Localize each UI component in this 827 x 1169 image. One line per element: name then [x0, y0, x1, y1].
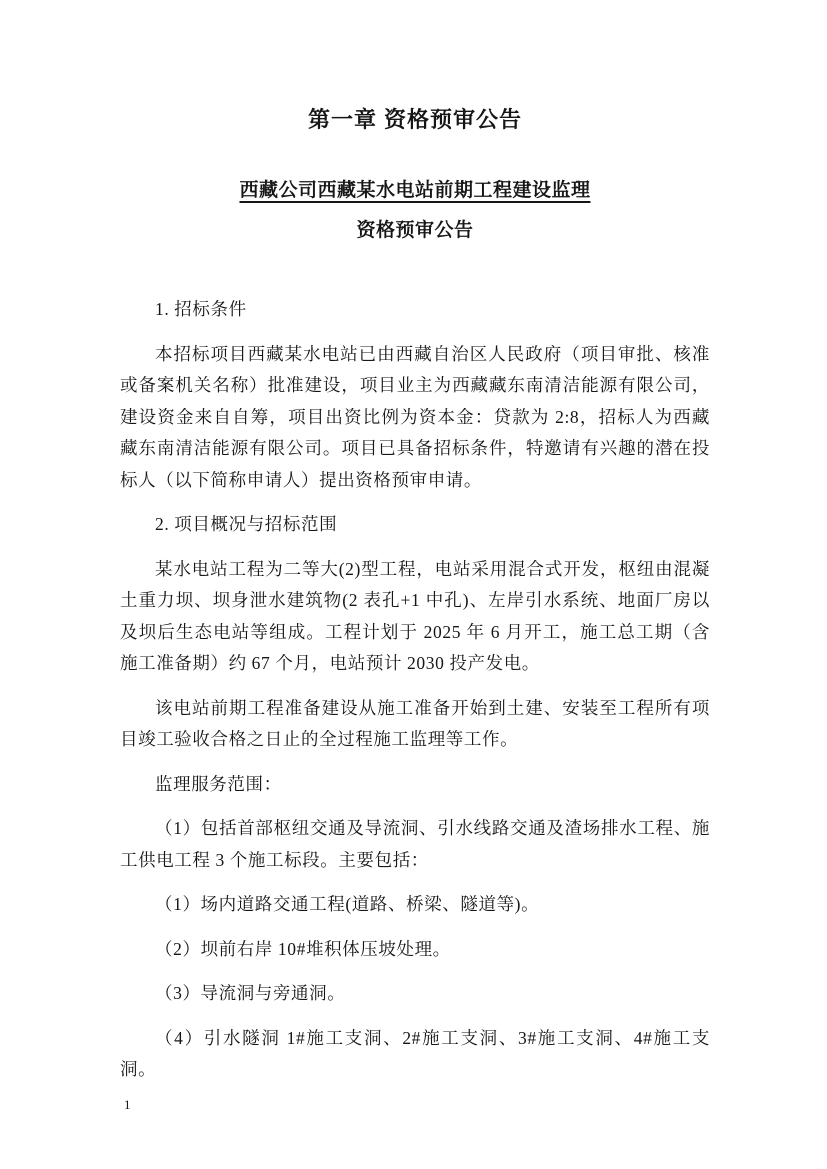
notice-title-line2: 资格预审公告	[356, 220, 474, 241]
paragraph-scope-summary: （1）包括首部枢纽交通及导流洞、引水线路交通及渣场排水工程、施工供电工程 3 个施工标段。主要包括：	[120, 818, 710, 870]
section-heading-project-overview: 2. 项目概况与招标范围	[155, 514, 338, 534]
paragraph-supervision-period: 该电站前期工程准备建设从施工准备开始到土建、安装至工程所有项目竣工验收合格之日止的全过程施工监理等工作。	[120, 697, 710, 749]
document-content	[0, 104, 827, 1086]
paragraph-supervision-scope-label: 监理服务范围：	[155, 773, 282, 794]
list-item-1: （1）场内道路交通工程(道路、桥梁、隧道等)。	[155, 894, 540, 914]
section-heading-bidding-conditions: 1. 招标条件	[155, 299, 247, 319]
list-item-2: （2）坝前右岸 10#堆积体压坡处理。	[155, 938, 451, 959]
chapter-title: 第一章 资格预审公告	[307, 107, 523, 132]
list-item-3: （3）导流洞与旁通洞。	[155, 983, 346, 1003]
paragraph-bidding-conditions: 本招标项目西藏某水电站已由西藏自治区人民政府（项目审批、核准或备案机关名称）批准建设，项目业主为西藏藏东南清洁能源有限公司，建设资金来自自筹，项目出资比例为资本金：贷款为 2:8，招标人为西藏藏东南清洁能源有限公司。项目已具备招标条件，特邀请有兴趣的潜在投标人（以下简称申请人）提出资格预审申请。	[120, 343, 710, 490]
notice-title-line1: 西藏公司西藏某水电站前期工程建设监理	[239, 180, 591, 201]
page-number: 1	[124, 1097, 131, 1112]
list-item-4: （4）引水隧洞 1#施工支洞、2#施工支洞、3#施工支洞、4#施工支洞。	[120, 1027, 710, 1079]
paragraph-project-overview: 某水电站工程为二等大(2)型工程，电站采用混合式开发，枢纽由混凝土重力坝、坝身泄水建筑物(2 表孔+1 中孔)、左岸引水系统、地面厂房以及坝后生态电站等组成。工程计划于 2025 年 6 月开工，施工总工期（含施工准备期）约 67 个月，电站预计 2030 投产发电。	[120, 558, 710, 673]
